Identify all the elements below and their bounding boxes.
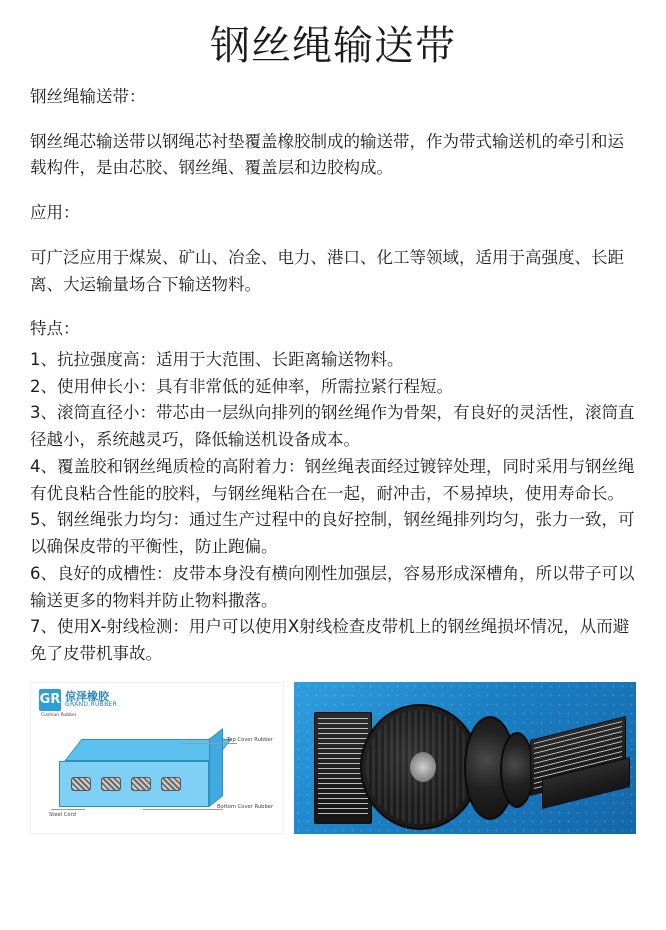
- feature-item-2: 2、使用伸长小：具有非常低的延伸率，所需拉紧行程短。: [30, 376, 453, 396]
- feature-item-4: 4、覆盖胶和钢丝绳质检的高附着力：钢丝绳表面经过镀锌处理，同时采用与钢丝绳有优良粘合性能的胶料，与钢丝绳粘合在一起，耐冲击，不易掉块，使用寿命长。: [30, 456, 635, 503]
- label-bottom-cover: Bottom Cover Rubber: [217, 803, 274, 810]
- logo-chinese-name: 倞泽橡胶: [65, 689, 109, 703]
- brand-logo: [39, 689, 117, 711]
- feature-item-5: 5、钢丝绳张力均匀：通过生产过程中的良好控制，钢丝绳排列均匀，张力一致，可以确保皮带的平衡性，防止跑偏。: [30, 510, 635, 557]
- label-top-cover: Top Cover Rubber: [227, 736, 273, 743]
- feature-item-3: 3、滚筒直径小：带芯由一层纵向排列的钢丝绳作为骨架，有良好的灵活性，滚筒直径越小，系统越灵巧，降低输送机设备成本。: [30, 403, 635, 450]
- product-photo-image: [294, 682, 636, 834]
- belt-side-face: [209, 728, 223, 807]
- belt-roll-hub: [410, 752, 436, 782]
- logo-mark: GR: [39, 689, 61, 711]
- leader-line-top: [181, 743, 237, 744]
- page-title: 钢丝绳输送带: [210, 23, 456, 69]
- belt-roll-small: [500, 732, 534, 808]
- leader-line-cord: [51, 809, 85, 810]
- feature-item-1: 1、抗拉强度高：适用于大范围、长距离输送物料。: [30, 350, 404, 370]
- section-heading-intro: 钢丝绳输送带：: [30, 87, 146, 106]
- feature-item-7: 7、使用X-射线检测：用户可以使用X射线检查皮带机上的钢丝绳损坏情况，从而避免了皮带机事故。: [30, 617, 630, 663]
- label-steel-cord: Steel Cord: [49, 811, 76, 818]
- steel-cord-3: [131, 777, 151, 791]
- feature-item-6: 6、良好的成槽性：皮带本身没有横向刚性加强层，容易形成深槽角，所以带子可以输送更多的物料并防止物料撒落。: [30, 563, 635, 610]
- steel-cord-4: [161, 777, 181, 791]
- leader-line-bottom: [143, 809, 223, 810]
- steel-cord-1: [71, 777, 91, 791]
- section-heading-features: 特点：: [30, 319, 80, 339]
- figure-row: [0, 668, 666, 844]
- steel-cord-2: [101, 777, 121, 791]
- logo-english-name: GRAND RUBBER: [65, 701, 118, 709]
- section-paragraph-application: 可广泛应用于煤炭、矿山、冶金、电力、港口、化工等领域，适用于高强度、长距离、大运输量场合下输送物料。: [30, 247, 624, 294]
- logo-subtitle: Cushion Rubber: [41, 712, 77, 718]
- section-paragraph-intro: 钢丝绳芯输送带以钢绳芯衬垫覆盖橡胶制成的输送带，作为带式输送机的牵引和运载构件，是由芯胶、钢丝绳、覆盖层和边胶构成。: [30, 131, 624, 178]
- structure-diagram-image: [30, 682, 284, 834]
- section-heading-application: 应用：: [30, 203, 80, 223]
- document-body: [0, 84, 666, 668]
